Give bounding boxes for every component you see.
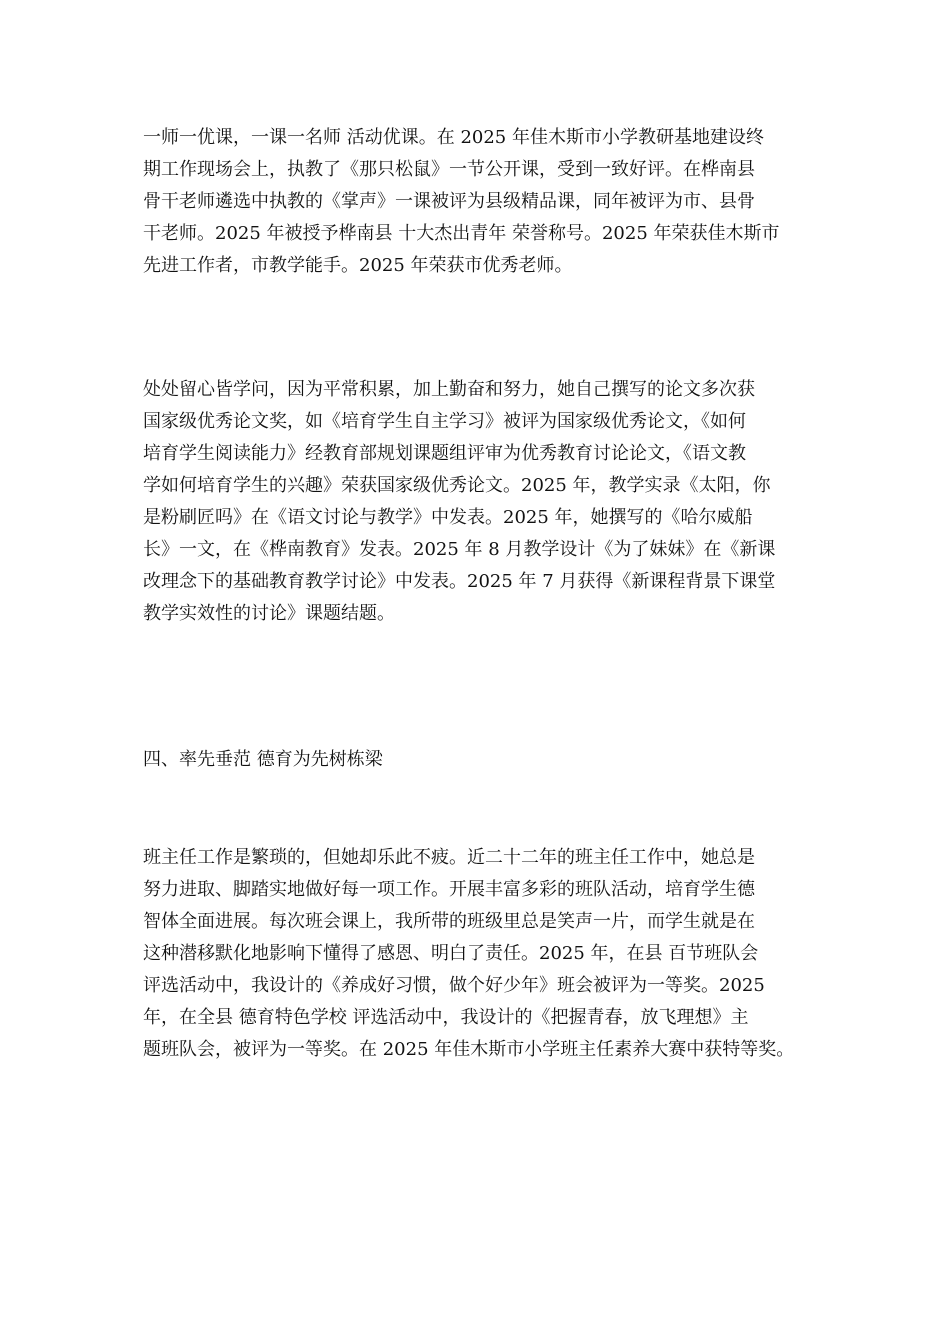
heading-text: 四、率先垂范 德育为先树栋梁: [143, 749, 383, 770]
text-line: 教学实效性的讨论》课题结题。: [143, 603, 395, 624]
text-line: 努力进取、脚踏实地做好每一项工作。开展丰富多彩的班队活动，培育学生德: [143, 879, 755, 900]
text-line: 是粉刷匠吗》在《语文讨论与教学》中发表。2025 年，她撰写的《哈尔威船: [143, 507, 753, 528]
text-line: 培育学生阅读能力》经教育部规划课题组评审为优秀教育讨论论文，《语文教: [143, 443, 746, 464]
text-line: 长》一文，在《桦南教育》发表。2025 年 8 月教学设计《为了妹妹》在《新课: [143, 539, 776, 560]
paragraph-class-teacher-work: [143, 842, 823, 1066]
text-line: 国家级优秀论文奖，如《培育学生自主学习》被评为国家级优秀论文，《如何: [143, 411, 746, 432]
text-line: 处处留心皆学问，因为平常积累，加上勤奋和努力，她自己撰写的论文多次获: [143, 379, 755, 400]
text-line: 题班队会，被评为一等奖。在 2025 年佳木斯市小学班主任素养大赛中获特等奖。: [143, 1039, 795, 1060]
text-line: 年，在全县 德育特色学校 评选活动中，我设计的《把握青春，放飞理想》主: [143, 1007, 749, 1028]
text-line: 改理念下的基础教育教学讨论》中发表。2025 年 7 月获得《新课程背景下课堂: [143, 571, 776, 592]
paragraph-teaching-honors: [143, 122, 823, 282]
text-line: 干老师。2025 年被授予桦南县 十大杰出青年 荣誉称号。2025 年荣获佳木斯市: [143, 223, 780, 244]
text-line: 学如何培育学生的兴趣》荣获国家级优秀论文。2025 年，教学实录《太阳，你: [143, 475, 771, 496]
text-line: 智体全面进展。每次班会课上，我所带的班级里总是笑声一片，而学生就是在: [143, 911, 755, 932]
text-line: 期工作现场会上，执教了《那只松鼠》一节公开课，受到一致好评。在桦南县: [143, 159, 755, 180]
text-line: 骨干老师遴选中执教的《掌声》一课被评为县级精品课，同年被评为市、县骨: [143, 191, 755, 212]
text-line: 评选活动中，我设计的《养成好习惯，做个好少年》班会被评为一等奖。2025: [143, 975, 765, 996]
section-heading: [143, 744, 823, 776]
text-line: 班主任工作是繁琐的，但她却乐此不疲。近二十二年的班主任工作中，她总是: [143, 847, 755, 868]
text-line: 这种潜移默化地影响下懂得了感恩、明白了责任。2025 年，在县 百节班队会: [143, 943, 759, 964]
paragraph-research-papers: [143, 374, 823, 630]
text-line: 一师一优课，一课一名师 活动优课。在 2025 年佳木斯市小学教研基地建设终: [143, 127, 764, 148]
text-line: 先进工作者，市教学能手。2025 年荣获市优秀老师。: [143, 255, 573, 276]
